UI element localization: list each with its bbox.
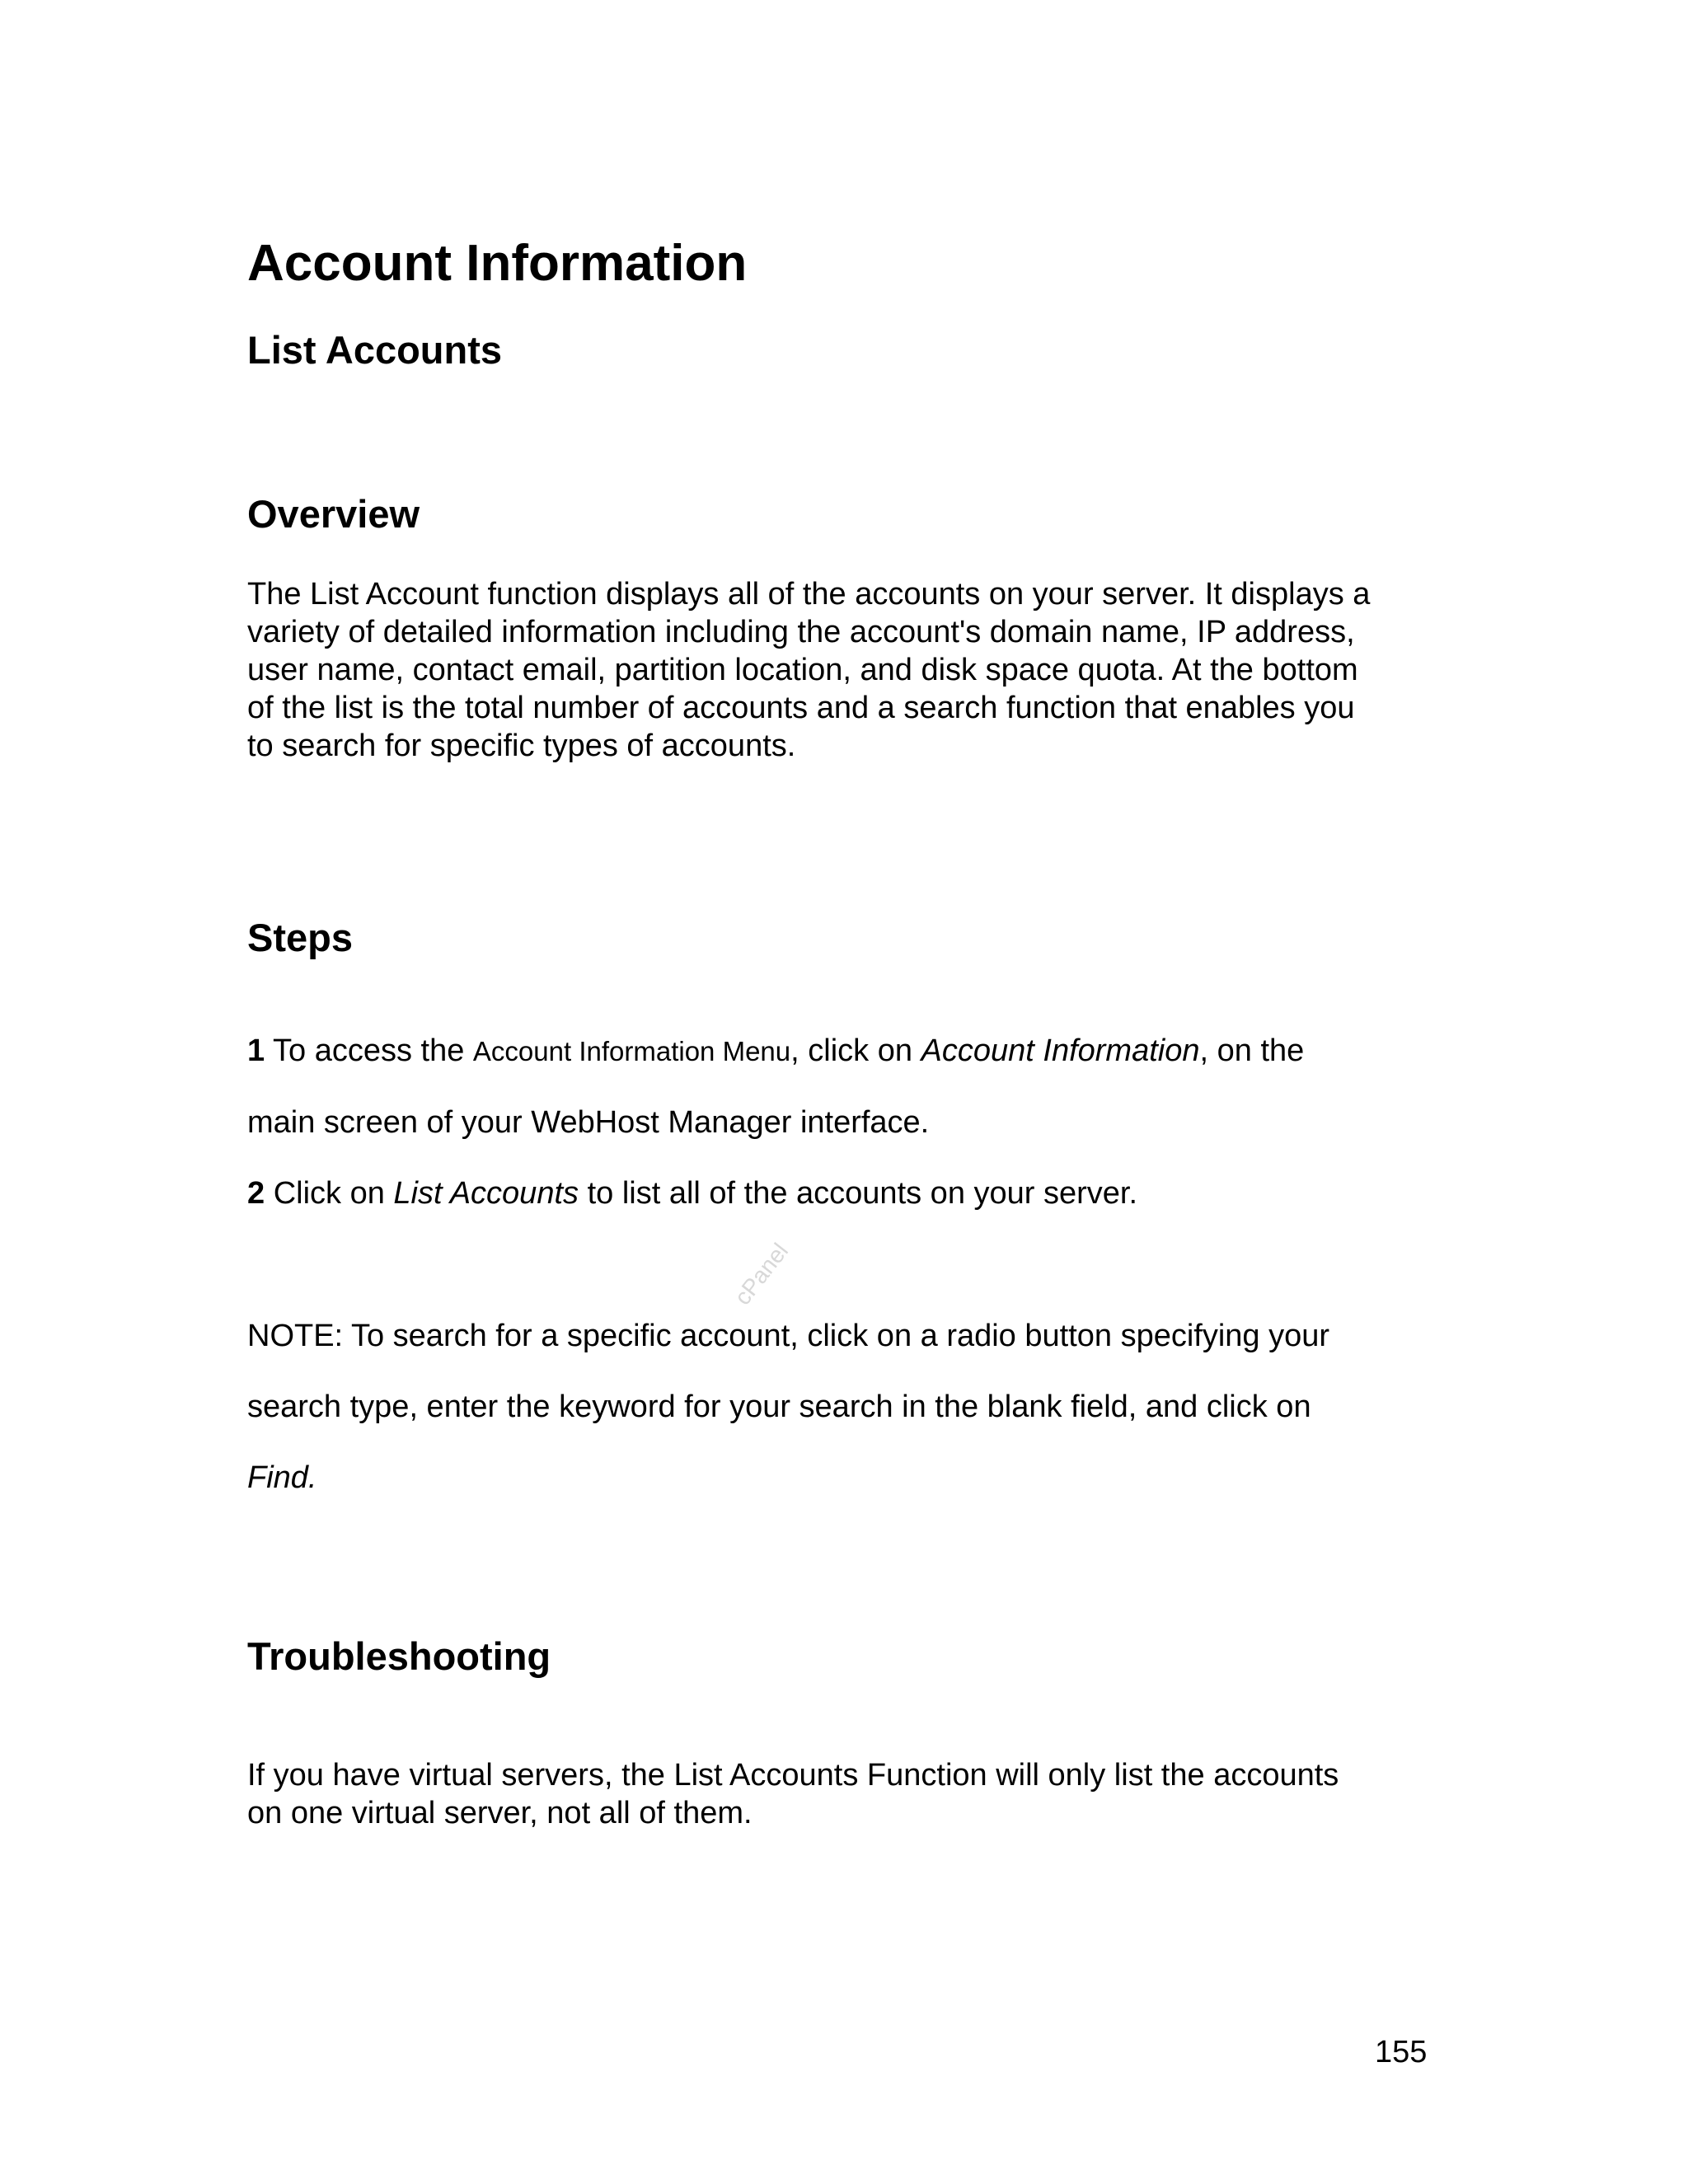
- overview-line: variety of detailed information including the account's domain name, IP address,: [247, 615, 1355, 649]
- step-1-text: , click on: [790, 1033, 921, 1068]
- overview-heading: Overview: [247, 492, 420, 536]
- step-2-text: Click on: [265, 1176, 394, 1211]
- note-line-3: Find.: [247, 1460, 317, 1495]
- troubleshooting-line: on one virtual server, not all of them.: [247, 1796, 753, 1830]
- step-2-text: to list all of the accounts on your server.: [579, 1176, 1138, 1211]
- note-line-1: NOTE: To search for a specific account, click on a radio button specifying your: [247, 1319, 1330, 1353]
- troubleshooting-paragraph: [247, 1756, 1475, 1832]
- note-line-2: search type, enter the keyword for your search in the blank field, and click on: [247, 1390, 1311, 1424]
- overview-paragraph: [247, 575, 1475, 765]
- step-1-emphasis: Account Information: [921, 1033, 1200, 1068]
- step-2-line: [247, 1174, 1137, 1212]
- step-1-line-1: [247, 1032, 1304, 1071]
- step-1-line-2: main screen of your WebHost Manager interface.: [247, 1105, 930, 1140]
- step-1-text: , on the: [1199, 1033, 1305, 1068]
- troubleshooting-line: If you have virtual servers, the List Accounts Function will only list the accounts: [247, 1758, 1339, 1793]
- troubleshooting-heading: Troubleshooting: [247, 1634, 551, 1678]
- step-1-text: To access the: [265, 1033, 473, 1068]
- step-1-number: 1: [247, 1033, 265, 1068]
- overview-line: The List Account function displays all of the accounts on your server. It displays a: [247, 577, 1371, 612]
- page-title: Account Information: [247, 235, 748, 292]
- steps-heading: Steps: [247, 916, 353, 959]
- overview-line: to search for specific types of accounts.: [247, 729, 796, 763]
- step-2-emphasis: List Accounts: [393, 1176, 579, 1211]
- page-number: 155: [1375, 2035, 1428, 2069]
- overview-line: user name, contact email, partition location, and disk space quota. At the bottom: [247, 653, 1358, 687]
- section-subtitle: List Accounts: [247, 328, 503, 372]
- overview-line: of the list is the total number of accounts and a search function that enables you: [247, 691, 1355, 725]
- step-1-menu-name: Account Information Menu: [472, 1036, 791, 1066]
- watermark: cPanel: [729, 1238, 794, 1310]
- step-2-number: 2: [247, 1176, 265, 1211]
